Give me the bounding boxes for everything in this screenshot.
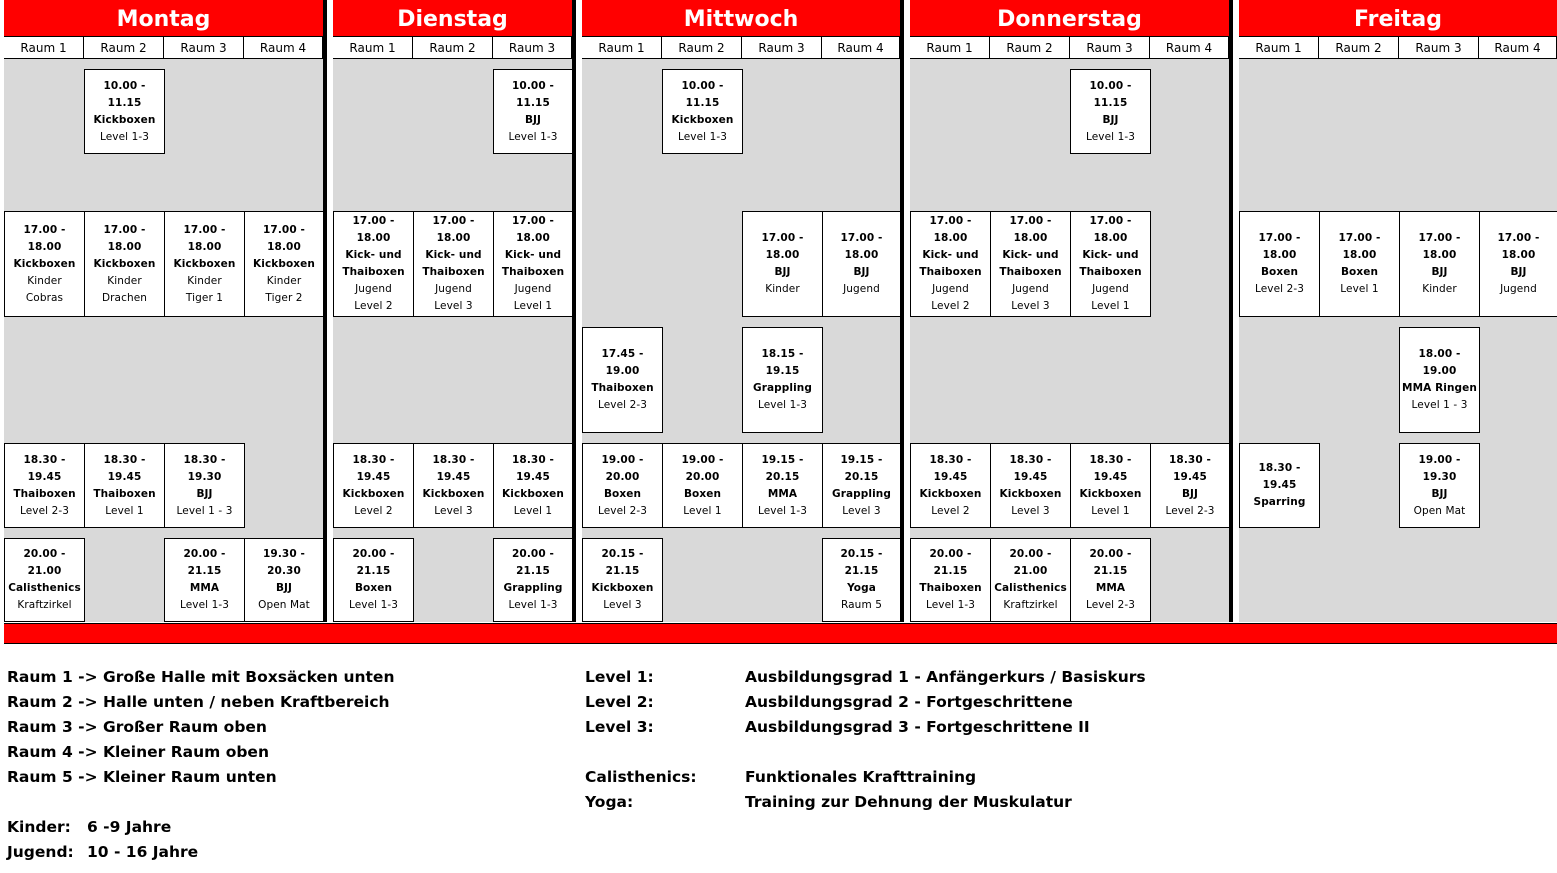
class-cell[interactable] (1150, 443, 1230, 528)
day-separator (323, 0, 327, 622)
legend-level-1-value: Ausbildungsgrad 1 - Anfängerkurs / Basiskurs (745, 668, 1146, 686)
day-header: Mittwoch (582, 0, 900, 37)
legend-level-2-value: Ausbildungsgrad 2 - Fortgeschrittene (745, 693, 1073, 711)
class-name: Thaiboxen (919, 266, 982, 278)
class-time: 20.00 - 21.15 (512, 548, 554, 577)
room-header: Raum 1 (1239, 37, 1319, 58)
class-info: Kraftzirkel (17, 599, 72, 611)
room-header: Raum 2 (1319, 37, 1399, 58)
class-name: Kick- und (1082, 249, 1139, 261)
legend-level-1-term: Level 1: (585, 668, 654, 686)
class-info: Level 2-3 (19, 504, 70, 517)
class-info: Open Mat (1413, 504, 1466, 517)
class-info: Level 3 (603, 599, 642, 611)
room-header: Raum 3 (1070, 37, 1150, 58)
legend-jugend-value: 10 - 16 Jahre (87, 843, 199, 861)
class-cell[interactable] (742, 327, 823, 433)
class-info: Tiger 2 (265, 291, 303, 304)
class-cell[interactable] (990, 443, 1071, 528)
class-name: Kickboxen (999, 487, 1062, 500)
room-header: Raum 2 (662, 37, 742, 58)
class-info: Cobras (25, 291, 64, 304)
class-time: 17.00 - 18.00 (1418, 232, 1461, 261)
legend-room-2: Raum 2 -> Halle unten / neben Kraftbereich (7, 693, 390, 711)
legend-level-3-value: Ausbildungsgrad 3 - Fortgeschrittene II (745, 718, 1090, 736)
class-time: 17.00 - 18.00 (352, 215, 395, 244)
class-cell[interactable] (1070, 443, 1151, 528)
class-cell[interactable] (493, 538, 573, 622)
class-info: Drachen (101, 291, 148, 304)
class-time: 20.15 - 21.15 (601, 548, 644, 577)
class-info: Jugend (1500, 283, 1537, 295)
class-name: BJJ (524, 113, 542, 126)
class-info: Level 1-3 (508, 599, 558, 611)
class-info: Level 1-3 (179, 599, 230, 611)
class-info: Level 2 (354, 504, 393, 517)
class-time: 20.00 - 21.15 (352, 548, 395, 577)
class-cell[interactable] (582, 443, 663, 528)
class-info: Kinder (1422, 283, 1457, 295)
class-info: Level 1 (1091, 300, 1130, 312)
room-header: Raum 3 (1399, 37, 1479, 58)
class-cell[interactable] (4, 211, 85, 317)
legend-room-1: Raum 1 -> Große Halle mit Boxsäcken unten (7, 668, 395, 686)
day-separator (572, 0, 574, 622)
class-time: 17.00 - 18.00 (1497, 232, 1540, 261)
class-name: Thaiboxen (422, 266, 485, 278)
class-time: 17.00 - 18.00 (103, 223, 146, 253)
class-time: 17.00 - 18.00 (929, 215, 972, 244)
class-cell[interactable] (1070, 69, 1151, 154)
class-name: BJJ (275, 582, 293, 594)
class-cell[interactable] (1319, 211, 1400, 317)
class-name: Kickboxen (671, 113, 734, 126)
class-cell[interactable] (662, 443, 743, 528)
class-time: 18.30 - 19.45 (1169, 453, 1211, 483)
class-name: Yoga (847, 582, 876, 594)
class-info: Jugend (435, 283, 472, 295)
class-info: Level 3 (1011, 300, 1050, 312)
class-info: Kinder (107, 274, 142, 287)
class-time: 10.00 - 11.15 (103, 79, 146, 109)
class-cell[interactable] (493, 443, 573, 528)
day-montag (4, 0, 323, 622)
class-info: Level 2-3 (1085, 599, 1136, 611)
class-name: Kickboxen (93, 113, 156, 126)
class-cell[interactable] (1070, 538, 1151, 622)
class-info: Tiger 1 (185, 291, 224, 304)
class-time: 10.00 - 11.15 (681, 79, 724, 109)
room-header-row (1239, 37, 1557, 59)
room-header: Raum 1 (333, 37, 413, 58)
class-info: Jugend (514, 283, 552, 295)
class-name: BJJ (1510, 266, 1527, 278)
legend-yoga-term: Yoga: (585, 793, 634, 811)
class-info: Level 1 - 3 (1411, 399, 1468, 411)
room-header-row (910, 37, 1229, 59)
class-name: Kick- und (345, 249, 402, 261)
class-cell[interactable] (910, 538, 991, 622)
class-name: Grappling (831, 487, 891, 500)
day-header: Montag (4, 0, 323, 37)
class-time: 19.15 - 20.15 (761, 453, 804, 483)
class-info: Level 1-3 (348, 599, 399, 611)
class-time: 17.00 - 18.00 (1009, 215, 1052, 244)
class-cell[interactable] (4, 443, 85, 528)
room-header: Raum 2 (84, 37, 164, 58)
class-info: Level 3 (434, 504, 473, 517)
class-name: Kickboxen (502, 487, 564, 500)
class-time: 17.00 - 18.00 (432, 215, 475, 244)
room-header-row (582, 37, 900, 59)
class-time: 17.00 - 18.00 (1338, 232, 1381, 261)
legend-level-2-term: Level 2: (585, 693, 654, 711)
class-time: 18.00 - 19.00 (1418, 348, 1461, 377)
class-cell[interactable] (742, 211, 823, 317)
class-name: Grappling (752, 382, 812, 394)
class-info: Kraftzirkel (1003, 599, 1058, 611)
class-name: BJJ (853, 266, 870, 278)
class-cell[interactable] (164, 211, 245, 317)
class-cell[interactable] (164, 443, 245, 528)
class-info: Jugend (843, 283, 880, 295)
room-header: Raum 2 (413, 37, 493, 58)
class-time: 18.30 - 19.45 (1089, 453, 1132, 483)
room-header: Raum 3 (493, 37, 572, 58)
class-info: Level 2 (931, 300, 970, 312)
day-mittwoch (582, 0, 900, 622)
class-name: Kick- und (504, 249, 562, 261)
class-name: BJJ (1102, 113, 1119, 126)
legend-room-5: Raum 5 -> Kleiner Raum unten (7, 768, 277, 786)
class-info: Level 1 (1091, 504, 1130, 517)
room-header: Raum 2 (990, 37, 1070, 58)
class-time: 18.15 - 19.15 (761, 348, 804, 377)
class-name: MMA (1095, 582, 1126, 594)
class-name: Thaiboxen (93, 487, 156, 500)
class-name: Calisthenics (994, 582, 1067, 594)
class-time: 17.00 - 18.00 (840, 232, 883, 261)
class-time: 18.30 - 19.45 (512, 453, 554, 483)
class-cell[interactable] (1399, 211, 1480, 317)
class-name: BJJ (1181, 487, 1199, 500)
class-cell[interactable] (990, 538, 1071, 622)
class-cell[interactable] (333, 211, 414, 317)
class-cell[interactable] (84, 443, 165, 528)
class-time: 17.45 - 19.00 (601, 348, 644, 377)
class-cell[interactable] (493, 211, 573, 317)
class-name: Thaiboxen (591, 382, 654, 394)
class-cell[interactable] (333, 538, 414, 622)
class-name: Boxen (603, 487, 642, 500)
class-time: 17.00 - 18.00 (1089, 215, 1132, 244)
class-info: Jugend (932, 283, 969, 295)
room-header: Raum 1 (910, 37, 990, 58)
class-info: Level 1 (1340, 283, 1379, 295)
class-name: Kick- und (922, 249, 979, 261)
legend-kinder-value: 6 -9 Jahre (87, 818, 172, 836)
class-name: BJJ (1431, 266, 1448, 278)
class-name: Kick- und (425, 249, 482, 261)
room-header: Raum 4 (244, 37, 323, 58)
class-name: Boxen (683, 487, 722, 500)
class-cell[interactable] (1399, 443, 1480, 528)
class-time: 17.00 - 18.00 (1258, 232, 1301, 261)
class-info: Open Mat (258, 599, 310, 611)
day-separator (1229, 0, 1231, 622)
class-name: Thaiboxen (919, 582, 982, 594)
day-header: Donnerstag (910, 0, 1229, 37)
class-name: Kick- und (1002, 249, 1059, 261)
class-cell[interactable] (742, 443, 823, 528)
legend-jugend-term: Jugend: (7, 843, 74, 861)
class-info: Kinder (266, 274, 302, 287)
class-info: Kinder (765, 283, 800, 295)
class-info: Level 3 (842, 504, 881, 517)
class-name: BJJ (1431, 487, 1448, 500)
class-info: Level 1 (513, 300, 553, 312)
room-header: Raum 1 (4, 37, 84, 58)
class-name: Sparring (1253, 496, 1306, 508)
class-info: Level 2 (354, 300, 393, 312)
class-info: Jugend (1012, 283, 1049, 295)
class-cell[interactable] (413, 211, 494, 317)
class-info: Level 1 (105, 504, 144, 517)
room-header-row (333, 37, 572, 59)
class-info: Level 1 (513, 504, 553, 517)
class-info: Kinder (27, 274, 62, 287)
legend-calisthenics-term: Calisthenics: (585, 768, 697, 786)
class-info: Level 1 - 3 (176, 504, 233, 517)
class-info: Level 2-3 (1254, 283, 1305, 295)
class-info: Level 2-3 (597, 399, 648, 411)
class-cell[interactable] (4, 538, 85, 622)
room-header: Raum 3 (164, 37, 244, 58)
class-name: Boxen (354, 582, 393, 594)
class-time: 20.15 - 21.15 (840, 548, 883, 577)
class-time: 19.00 - 20.00 (681, 453, 724, 483)
class-name: Kickboxen (422, 487, 485, 500)
class-name: Boxen (1340, 266, 1379, 278)
class-name: MMA Ringen (1402, 382, 1477, 394)
class-name: MMA (189, 582, 220, 594)
legend-room-3: Raum 3 -> Großer Raum oben (7, 718, 267, 736)
class-name: Kickboxen (253, 257, 315, 270)
class-cell[interactable] (164, 538, 245, 622)
legend-yoga-value: Training zur Dehnung der Muskulatur (745, 793, 1072, 811)
class-name: Kickboxen (342, 487, 405, 500)
class-cell[interactable] (1070, 211, 1151, 317)
class-info: Level 3 (434, 300, 473, 312)
class-cell[interactable] (910, 211, 991, 317)
day-donnerstag (910, 0, 1229, 622)
class-cell[interactable] (244, 211, 324, 317)
class-info: Level 1 (683, 504, 722, 517)
class-time: 20.00 - 21.00 (1009, 548, 1052, 577)
class-cell[interactable] (1399, 327, 1480, 433)
class-name: Kickboxen (173, 257, 236, 270)
class-name: Thaiboxen (13, 487, 76, 500)
class-info: Jugend (355, 283, 392, 295)
class-time: 20.00 - 21.15 (929, 548, 972, 577)
class-cell[interactable] (822, 443, 901, 528)
class-name: BJJ (774, 266, 791, 278)
room-header: Raum 4 (1479, 37, 1557, 58)
class-info: Raum 5 (840, 599, 882, 611)
class-name: Grappling (503, 582, 563, 594)
day-separator (900, 0, 902, 622)
bottom-red-bar (4, 623, 1557, 644)
class-time: 18.30 - 19.30 (183, 453, 226, 483)
class-time: 18.30 - 19.45 (1258, 462, 1301, 491)
class-info: Level 1-3 (757, 399, 808, 411)
class-time: 17.00 - 18.00 (761, 232, 804, 261)
class-time: 10.00 - 11.15 (1089, 79, 1132, 109)
class-time: 19.15 - 20.15 (840, 453, 883, 483)
class-name: Thaiboxen (1079, 266, 1142, 278)
class-cell[interactable] (84, 211, 165, 317)
class-info: Level 2-3 (1165, 504, 1215, 517)
class-time: 19.30 - 20.30 (263, 548, 305, 577)
legend-room-4: Raum 4 -> Kleiner Raum oben (7, 743, 269, 761)
class-time: 20.00 - 21.15 (1089, 548, 1132, 577)
class-time: 18.30 - 19.45 (103, 453, 146, 483)
class-cell[interactable] (1479, 211, 1557, 317)
room-header-row (4, 37, 323, 59)
class-name: Boxen (1260, 266, 1299, 278)
class-name: Kickboxen (591, 582, 654, 594)
class-info: Jugend (1092, 283, 1129, 295)
class-info: Level 2 (931, 504, 970, 517)
class-info: Level 1-3 (677, 130, 728, 143)
class-time: 17.00 - 18.00 (512, 215, 554, 244)
class-info: Level 1-3 (508, 130, 558, 143)
class-cell[interactable] (333, 443, 414, 528)
class-cell[interactable] (822, 538, 901, 622)
class-time: 10.00 - 11.15 (512, 79, 554, 109)
class-time: 18.30 - 19.45 (352, 453, 395, 483)
class-cell[interactable] (413, 443, 494, 528)
class-name: Kickboxen (93, 257, 156, 270)
class-cell[interactable] (84, 69, 165, 154)
class-time: 20.00 - 21.15 (183, 548, 226, 577)
class-info: Level 3 (1011, 504, 1050, 517)
class-time: 18.30 - 19.45 (1009, 453, 1052, 483)
legend-calisthenics-value: Funktionales Krafttraining (745, 768, 977, 786)
day-header: Freitag (1239, 0, 1557, 37)
class-cell[interactable] (244, 538, 324, 622)
class-cell[interactable] (493, 69, 573, 154)
class-time: 19.00 - 20.00 (601, 453, 644, 483)
class-info: Level 1-3 (925, 599, 976, 611)
class-time: 19.00 - 19.30 (1418, 453, 1461, 483)
room-header: Raum 4 (822, 37, 900, 58)
class-name: Kickboxen (1079, 487, 1142, 500)
class-cell[interactable] (822, 211, 901, 317)
legend-level-3-term: Level 3: (585, 718, 654, 736)
class-time: 18.30 - 19.45 (432, 453, 475, 483)
class-time: 17.00 - 18.00 (23, 223, 66, 253)
class-name: Thaiboxen (342, 266, 405, 278)
class-name: Thaiboxen (999, 266, 1062, 278)
room-header: Raum 3 (742, 37, 822, 58)
class-info: Level 1-3 (757, 504, 808, 517)
class-info: Level 1-3 (99, 130, 150, 143)
class-name: Thaiboxen (501, 266, 565, 278)
class-time: 17.00 - 18.00 (263, 223, 305, 253)
room-header: Raum 1 (582, 37, 662, 58)
class-cell[interactable] (910, 443, 991, 528)
class-cell[interactable] (662, 69, 743, 154)
room-header: Raum 4 (1150, 37, 1229, 58)
class-name: Calisthenics (8, 582, 81, 594)
class-info: Kinder (187, 274, 222, 287)
class-cell[interactable] (1239, 211, 1320, 317)
class-cell[interactable] (582, 327, 663, 433)
class-cell[interactable] (990, 211, 1071, 317)
day-header: Dienstag (333, 0, 572, 37)
class-cell[interactable] (1239, 443, 1320, 528)
day-dienstag (333, 0, 572, 622)
class-name: Kickboxen (13, 257, 76, 270)
day-freitag (1239, 0, 1557, 622)
class-name: Kickboxen (919, 487, 982, 500)
class-time: 17.00 - 18.00 (183, 223, 226, 253)
class-time: 20.00 - 21.00 (23, 548, 66, 577)
class-cell[interactable] (582, 538, 663, 622)
class-info: Level 1-3 (1085, 130, 1136, 143)
class-time: 18.30 - 19.45 (929, 453, 972, 483)
class-time: 18.30 - 19.45 (23, 453, 66, 483)
class-name: BJJ (196, 487, 213, 500)
class-info: Level 2-3 (597, 504, 648, 517)
class-name: MMA (767, 487, 798, 500)
legend-kinder-term: Kinder: (7, 818, 71, 836)
